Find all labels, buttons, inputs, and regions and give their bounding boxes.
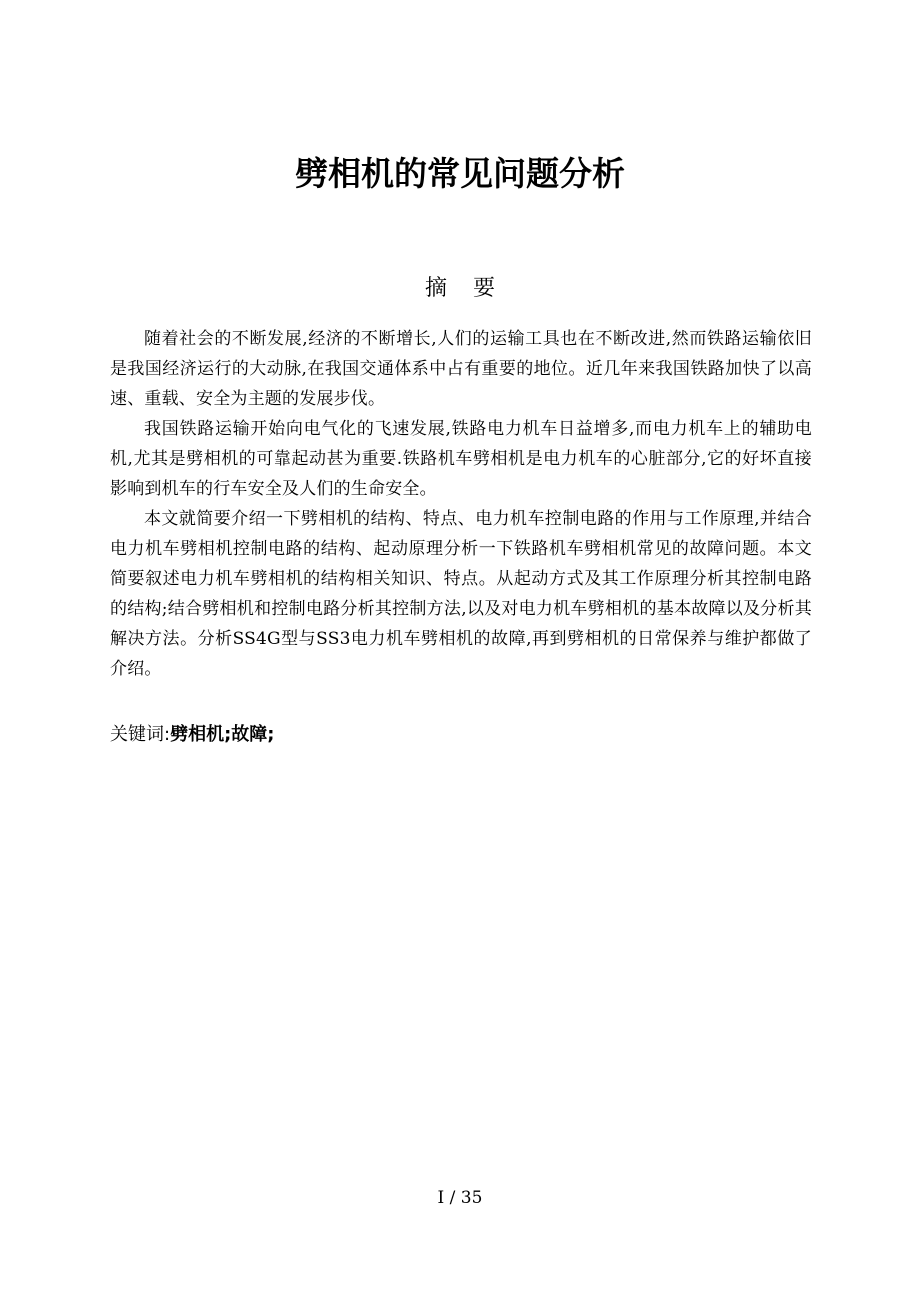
abstract-heading (0, 272, 920, 306)
abstract-paragraph-1: 随着社会的不断发展,经济的不断增长,人们的运输工具也在不断改进,然而铁路运输依旧是我国经济运行的大动脉,在我国交通体系中占有重要的地位。近几年来我国铁路加快了以高速、重载、安全为主题的发展步伐。 (110, 329, 812, 409)
abstract-heading-char2: 要 (473, 276, 496, 301)
keywords-label: 关键词: (110, 724, 171, 745)
keywords-line (110, 719, 812, 751)
abstract-paragraph-2: 我国铁路运输开始向电气化的飞速发展,铁路电力机车日益增多,而电力机车上的辅助电机,尤其是劈相机的可靠起动甚为重要.铁路机车劈相机是电力机车的心脏部分,它的好坏直接影响到机车的行车安全及人们的生命安全。 (110, 419, 812, 499)
abstract-heading-char1: 摘 (424, 276, 447, 301)
document-title: 劈相机的常见问题分析 (295, 154, 625, 193)
abstract-body (110, 324, 812, 684)
page-number: I / 35 (437, 1188, 483, 1208)
keywords-values: 劈相机;故障; (170, 724, 275, 745)
abstract-paragraph-3: 本文就简要介绍一下劈相机的结构、特点、电力机车控制电路的作用与工作原理,并结合电力机车劈相机控制电路的结构、起动原理分析一下铁路机车劈相机常见的故障问题。本文简要叙述电力机车劈相机的结构相关知识、特点。从起动方式及其工作原理分析其控制电路的结构;结合劈相机和控制电路分析其控制方法,以及对电力机车劈相机的基本故障以及分析其解决方法。分析SS4G型与SS3电力机车劈相机的故障,再到劈相机的日常保养与维护都做了介绍。 (110, 509, 812, 679)
